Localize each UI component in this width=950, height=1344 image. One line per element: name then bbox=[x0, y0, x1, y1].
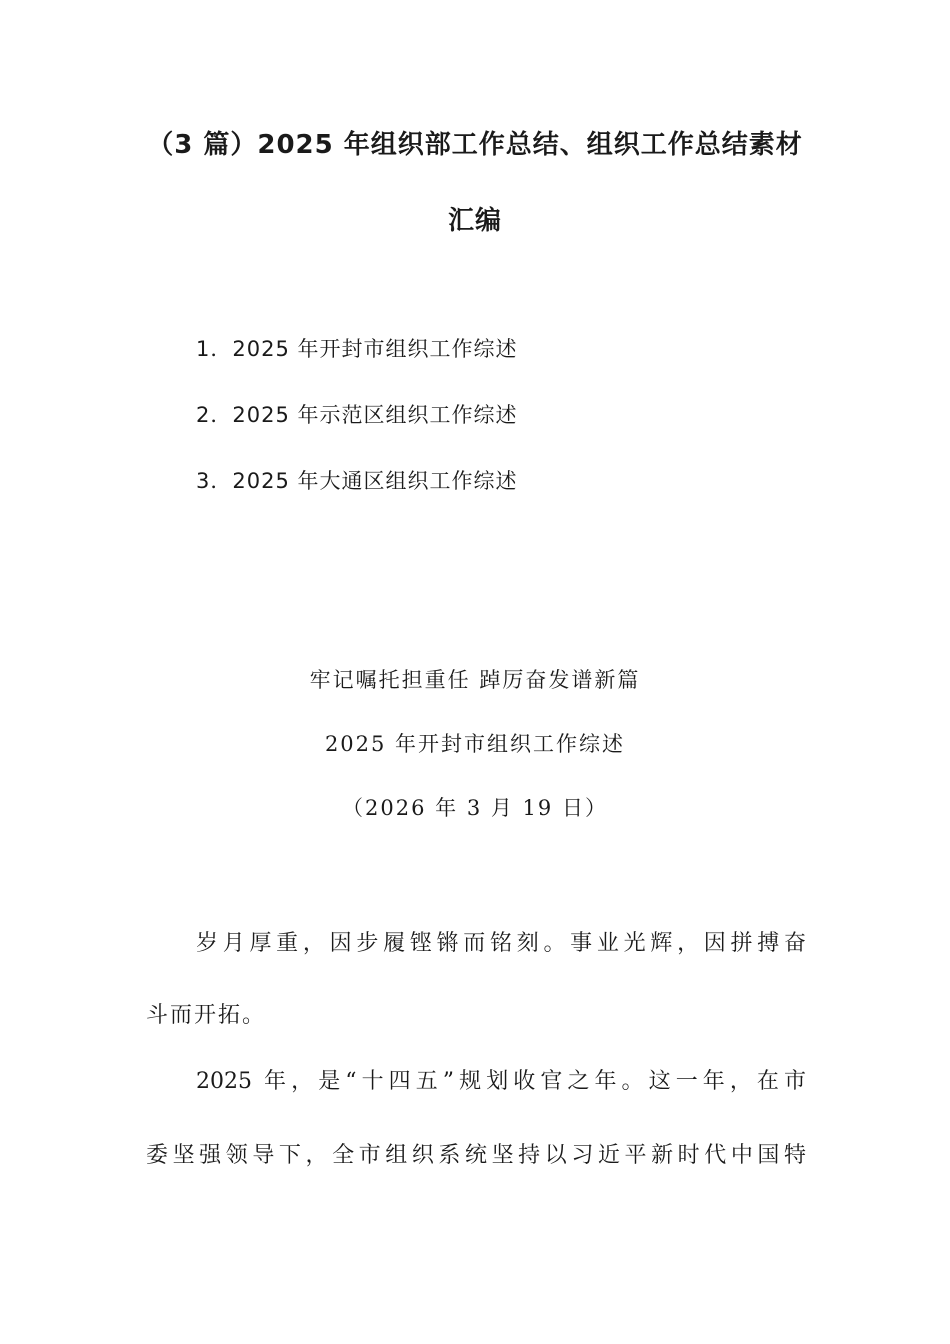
article-date: （2026 年 3 月 19 日） bbox=[342, 796, 608, 820]
toc-item: 3．2025 年大通区组织工作综述 bbox=[196, 469, 518, 493]
paragraph-1-line-2: 斗而开拓。 bbox=[146, 1003, 267, 1028]
document-title-line-1: （3 篇）2025 年组织部工作总结、组织工作总结素材 bbox=[147, 130, 803, 160]
document-title-line-2: 汇编 bbox=[447, 206, 502, 236]
article-headline: 牢记嘱托担重任 踔厉奋发谱新篇 bbox=[309, 668, 641, 692]
paragraph-2-line-2: 委坚强领导下，全市组织系统坚持以习近平新时代中国特 bbox=[146, 1143, 806, 1168]
toc-item: 2．2025 年示范区组织工作综述 bbox=[196, 403, 518, 427]
article-subtitle: 2025 年开封市组织工作综述 bbox=[324, 732, 626, 756]
toc-item: 1．2025 年开封市组织工作综述 bbox=[196, 337, 518, 361]
paragraph-1-line-1: 岁月厚重，因步履铿锵而铭刻。事业光辉，因拼搏奋 bbox=[196, 931, 806, 956]
paragraph-2-line-1: 2025 年，是“十四五”规划收官之年。这一年，在市 bbox=[196, 1069, 806, 1094]
